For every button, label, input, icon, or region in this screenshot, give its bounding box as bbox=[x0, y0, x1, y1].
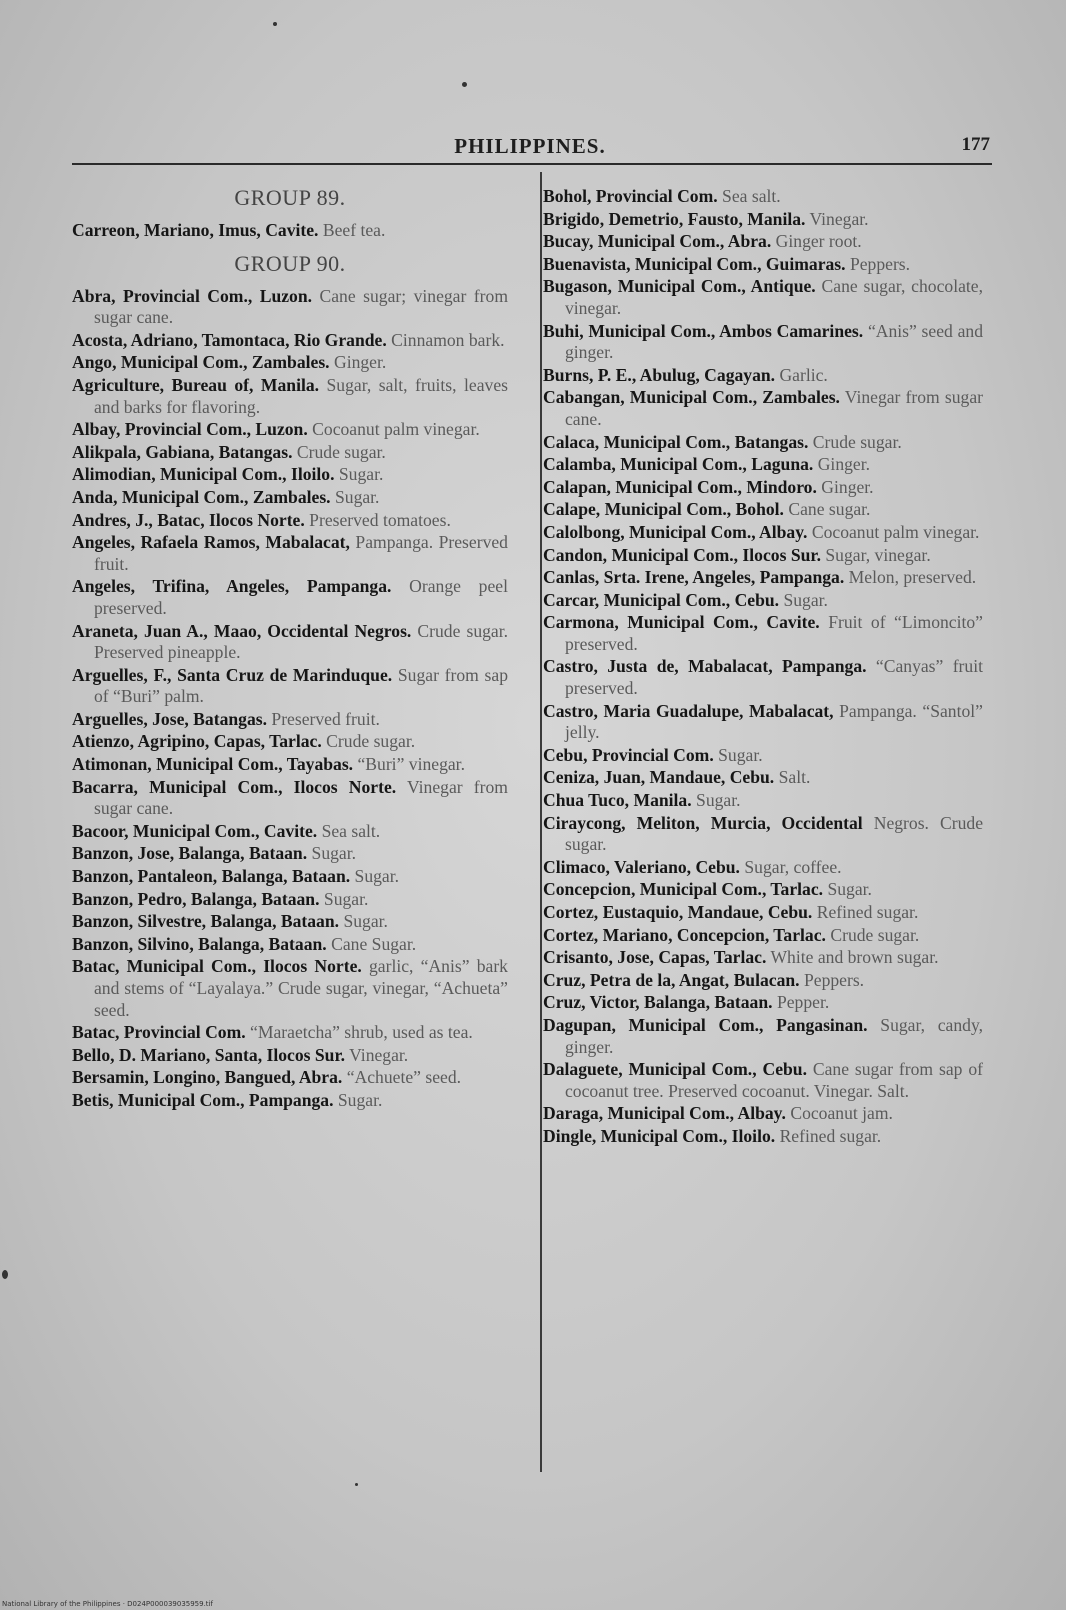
entry-description: garlic, “Anis” bark and stems of “Layalaya.” Crude sugar, vinegar, “Achueta” seed. bbox=[94, 956, 508, 1020]
entry-name: Calamba, Municipal Com., Laguna. bbox=[543, 454, 814, 475]
entry-name: Dalaguete, Municipal Com., Cebu. bbox=[543, 1059, 807, 1080]
entry-name: Alikpala, Gabiana, Batangas. bbox=[72, 441, 293, 462]
entry-description: Cinnamon bark. bbox=[391, 329, 505, 350]
list-item bbox=[543, 231, 983, 253]
list-item bbox=[543, 902, 983, 924]
list-item bbox=[72, 665, 508, 708]
list-item bbox=[72, 576, 508, 619]
entry-description: Orange peel preserved. bbox=[94, 576, 508, 618]
list-item bbox=[543, 567, 983, 589]
entry-name: Araneta, Juan A., Maao, Occidental Negros. bbox=[72, 620, 412, 641]
entry-description: Salt. bbox=[778, 767, 811, 788]
list-item bbox=[72, 1067, 508, 1089]
list-item bbox=[543, 477, 983, 499]
list-item bbox=[72, 464, 508, 486]
list-item bbox=[543, 186, 983, 208]
entry-name: Bucay, Municipal Com., Abra. bbox=[543, 231, 772, 252]
entry-name: Bersamin, Longino, Bangued, Abra. bbox=[72, 1067, 343, 1088]
entry-description: Sugar, salt, fruits, leaves and barks for flavoring. bbox=[94, 374, 508, 417]
list-item bbox=[543, 432, 983, 454]
entry-name: Carmona, Municipal Com., Cavite. bbox=[543, 612, 820, 633]
running-title: PHILIPPINES. bbox=[454, 134, 606, 158]
list-item bbox=[72, 220, 508, 242]
list-item bbox=[543, 813, 983, 856]
entry-name: Andres, J., Batac, Ilocos Norte. bbox=[72, 509, 305, 530]
entry-description: Garlic. bbox=[779, 364, 828, 385]
list-item bbox=[72, 956, 508, 1021]
entry-description: Sugar. bbox=[827, 879, 872, 900]
entry-description: Refined sugar. bbox=[816, 902, 919, 922]
entry-description: Sugar, coffee. bbox=[744, 856, 842, 877]
entry-description: “Maraetcha” shrub, used as tea. bbox=[250, 1022, 473, 1043]
entry-description: Beef tea. bbox=[322, 220, 386, 240]
entry-name: Calape, Municipal Com., Bohol. bbox=[543, 499, 784, 520]
entry-list bbox=[543, 186, 983, 1148]
entry-description: Sugar. bbox=[334, 486, 380, 507]
list-item bbox=[543, 925, 983, 947]
entry-description: Pepper. bbox=[776, 992, 830, 1013]
list-item bbox=[543, 879, 983, 901]
entry-description: White and brown sugar. bbox=[770, 947, 939, 968]
list-item bbox=[72, 352, 508, 374]
entry-name: Castro, Maria Guadalupe, Mabalacat, bbox=[543, 700, 834, 721]
entry-description: Vinegar from sugar cane. bbox=[94, 776, 508, 819]
list-item bbox=[72, 286, 508, 329]
entry-description: Sugar. bbox=[343, 911, 388, 932]
entry-description: “Achuete” seed. bbox=[346, 1067, 462, 1088]
entry-name: Atimonan, Municipal Com., Tayabas. bbox=[72, 754, 354, 775]
entry-name: Dagupan, Municipal Com., Pangasinan. bbox=[543, 1014, 868, 1035]
entry-name: Cruz, Victor, Balanga, Bataan. bbox=[543, 992, 773, 1013]
entry-description: Sugar. bbox=[337, 1089, 383, 1110]
list-item bbox=[72, 532, 508, 575]
entry-description: Ginger. bbox=[821, 476, 874, 497]
entry-name: Candon, Municipal Com., Ilocos Sur. bbox=[543, 544, 821, 565]
entry-name: Daraga, Municipal Com., Albay. bbox=[543, 1103, 786, 1124]
list-item bbox=[543, 276, 983, 319]
entry-description: Sugar. bbox=[718, 744, 763, 765]
entry-list bbox=[72, 286, 508, 1112]
list-item bbox=[543, 499, 983, 521]
list-item bbox=[543, 1059, 983, 1102]
entry-name: Angeles, Rafaela Ramos, Mabalacat, bbox=[72, 532, 350, 553]
entry-description: Crude sugar. Preserved pineapple. bbox=[94, 620, 509, 663]
entry-description: Cocoanut palm vinegar. bbox=[312, 419, 480, 440]
entry-description: Vinegar. bbox=[809, 208, 869, 229]
entry-description: Crude sugar. bbox=[326, 731, 416, 752]
entry-name: Betis, Municipal Com., Pampanga. bbox=[72, 1089, 334, 1110]
list-item bbox=[72, 911, 508, 933]
scan-speck bbox=[2, 1270, 8, 1279]
entry-name: Albay, Provincial Com., Luzon. bbox=[72, 419, 308, 440]
entry-description: Peppers. bbox=[803, 969, 865, 990]
entry-name: Cortez, Mariano, Concepcion, Tarlac. bbox=[543, 924, 826, 945]
entry-description: Negros. Crude sugar. bbox=[565, 812, 983, 855]
list-item bbox=[543, 454, 983, 476]
scan-footer-note: National Library of the Philippines · D024P000039035959.tif bbox=[2, 1600, 213, 1608]
list-item bbox=[543, 1126, 983, 1148]
entry-name: Cortez, Eustaquio, Mandaue, Cebu. bbox=[543, 902, 813, 922]
right-column bbox=[543, 186, 983, 1149]
entry-name: Batac, Provincial Com. bbox=[72, 1022, 246, 1043]
entry-description: Preserved fruit. bbox=[271, 708, 380, 729]
list-item bbox=[543, 992, 983, 1014]
list-item bbox=[543, 790, 983, 812]
list-item bbox=[543, 701, 983, 744]
entry-description: Cocoanut jam. bbox=[790, 1103, 893, 1124]
entry-description: Crude sugar. bbox=[830, 924, 920, 945]
scan-speck bbox=[273, 22, 277, 26]
entry-name: Arguelles, Jose, Batangas. bbox=[72, 708, 267, 729]
entry-description: Vinegar from sugar cane. bbox=[565, 387, 983, 429]
entry-description: Sugar, candy, ginger. bbox=[565, 1014, 984, 1057]
entry-description: Sugar. bbox=[783, 589, 828, 610]
entry-description: Sugar from sap of “Buri” palm. bbox=[94, 664, 508, 707]
list-item bbox=[543, 254, 983, 276]
list-item bbox=[543, 1103, 983, 1125]
entry-name: Angeles, Trifina, Angeles, Pampanga. bbox=[72, 576, 392, 597]
list-item bbox=[72, 1045, 508, 1067]
scan-speck bbox=[462, 82, 467, 87]
entry-description: “Buri” vinegar. bbox=[357, 754, 465, 775]
list-item bbox=[543, 321, 983, 364]
list-item bbox=[543, 387, 983, 430]
entry-name: Ceniza, Juan, Mandaue, Cebu. bbox=[543, 767, 775, 788]
entry-name: Bacarra, Municipal Com., Ilocos Norte. bbox=[72, 776, 397, 797]
entry-description: Crude sugar. bbox=[812, 431, 902, 452]
left-column bbox=[72, 186, 508, 1113]
entry-description: “Anis” seed and ginger. bbox=[565, 320, 983, 363]
entry-name: Cruz, Petra de la, Angat, Bulacan. bbox=[543, 969, 800, 990]
entry-name: Bohol, Provincial Com. bbox=[543, 186, 718, 206]
entry-description: Sugar. bbox=[354, 866, 400, 887]
list-item bbox=[543, 522, 983, 544]
entry-name: Atienzo, Agripino, Capas, Tarlac. bbox=[72, 731, 322, 752]
entry-name: Burns, P. E., Abulug, Cagayan. bbox=[543, 364, 776, 385]
entry-name: Crisanto, Jose, Capas, Tarlac. bbox=[543, 947, 767, 968]
entry-name: Castro, Justa de, Mabalacat, Pampanga. bbox=[543, 656, 867, 677]
list-item bbox=[72, 1022, 508, 1044]
entry-description: Sugar. bbox=[696, 790, 741, 811]
list-item bbox=[72, 487, 508, 509]
entry-name: Canlas, Srta. Irene, Angeles, Pampanga. bbox=[543, 567, 845, 588]
scan-speck bbox=[355, 1483, 358, 1486]
list-item bbox=[72, 777, 508, 820]
entry-name: Banzon, Silvino, Balanga, Bataan. bbox=[72, 933, 327, 954]
entry-description: Cane sugar, chocolate, vinegar. bbox=[565, 276, 983, 318]
entry-name: Banzon, Silvestre, Balanga, Bataan. bbox=[72, 911, 340, 932]
list-item bbox=[72, 1090, 508, 1112]
entry-name: Banzon, Pedro, Balanga, Bataan. bbox=[72, 888, 320, 909]
entry-description: Cane sugar; vinegar from sugar cane. bbox=[94, 285, 509, 328]
group-heading: GROUP 90. bbox=[234, 250, 346, 276]
list-item bbox=[72, 375, 508, 418]
list-item bbox=[72, 621, 508, 664]
entry-description: Fruit of “Limoncito” preserved. bbox=[565, 612, 983, 654]
entry-description: Ginger. bbox=[817, 454, 871, 475]
entry-name: Carreon, Mariano, Imus, Cavite. bbox=[72, 220, 319, 240]
entry-name: Climaco, Valeriano, Cebu. bbox=[543, 856, 740, 877]
entry-description: Vinegar. bbox=[349, 1044, 409, 1065]
entry-name: Banzon, Jose, Balanga, Bataan. bbox=[72, 843, 308, 864]
entry-name: Banzon, Pantaleon, Balanga, Bataan. bbox=[72, 866, 351, 887]
entry-name: Ango, Municipal Com., Zambales. bbox=[72, 352, 330, 373]
list-item bbox=[72, 843, 508, 865]
entry-description: Sea salt. bbox=[722, 186, 781, 206]
list-item bbox=[543, 745, 983, 767]
entry-description: Sea salt. bbox=[321, 820, 381, 841]
entry-name: Buenavista, Municipal Com., Guimaras. bbox=[543, 253, 846, 274]
entry-name: Cebu, Provincial Com. bbox=[543, 744, 714, 765]
list-item bbox=[72, 866, 508, 888]
entry-description: Sugar. bbox=[311, 843, 357, 864]
page-number: 177 bbox=[961, 134, 990, 155]
entry-name: Arguelles, F., Santa Cruz de Marinduque. bbox=[72, 664, 393, 685]
entry-name: Carcar, Municipal Com., Cebu. bbox=[543, 589, 780, 610]
list-item bbox=[72, 731, 508, 753]
entry-name: Calolbong, Municipal Com., Albay. bbox=[543, 521, 808, 542]
entry-name: Calapan, Municipal Com., Mindoro. bbox=[543, 476, 817, 497]
entry-description: Sugar. bbox=[338, 464, 384, 485]
entry-description: Preserved tomatoes. bbox=[309, 509, 451, 530]
entry-description: Crude sugar. bbox=[296, 441, 386, 462]
list-item bbox=[543, 947, 983, 969]
list-item bbox=[543, 656, 983, 699]
header-rule bbox=[72, 163, 992, 165]
list-item bbox=[543, 767, 983, 789]
list-item bbox=[543, 209, 983, 231]
entry-name: Ciraycong, Meliton, Murcia, Occidental bbox=[543, 812, 863, 833]
list-item bbox=[72, 889, 508, 911]
list-item bbox=[72, 442, 508, 464]
list-item bbox=[543, 1015, 983, 1058]
list-item bbox=[543, 857, 983, 879]
entry-description: “Canyas” fruit preserved. bbox=[565, 656, 983, 699]
list-item bbox=[72, 510, 508, 532]
entry-description: Ginger. bbox=[333, 352, 387, 373]
entry-name: Bacoor, Municipal Com., Cavite. bbox=[72, 820, 318, 841]
entry-description: Peppers. bbox=[849, 253, 911, 274]
entry-name: Cabangan, Municipal Com., Zambales. bbox=[543, 387, 840, 408]
list-item bbox=[72, 419, 508, 441]
list-item bbox=[543, 970, 983, 992]
entry-name: Acosta, Adriano, Tamontaca, Rio Grande. bbox=[72, 329, 387, 350]
entry-name: Chua Tuco, Manila. bbox=[543, 790, 692, 811]
group-heading: GROUP 89. bbox=[234, 185, 346, 210]
entry-description: Cane Sugar. bbox=[331, 933, 417, 954]
list-item bbox=[72, 821, 508, 843]
entry-name: Dingle, Municipal Com., Iloilo. bbox=[543, 1125, 776, 1146]
entry-description: Ginger root. bbox=[775, 231, 862, 252]
list-item bbox=[72, 754, 508, 776]
entry-name: Calaca, Municipal Com., Batangas. bbox=[543, 431, 809, 452]
entry-description: Melon, preserved. bbox=[848, 567, 977, 588]
list-item bbox=[543, 612, 983, 655]
page-header bbox=[70, 134, 990, 164]
list-item bbox=[72, 330, 508, 352]
column-divider bbox=[540, 172, 542, 1472]
list-item bbox=[72, 709, 508, 731]
entry-name: Batac, Municipal Com., Ilocos Norte. bbox=[72, 956, 362, 977]
entry-description: Sugar. bbox=[323, 888, 369, 909]
entry-description: Pampanga. Preserved fruit. bbox=[94, 532, 508, 574]
entry-description: Cane sugar. bbox=[788, 499, 871, 520]
entry-name: Alimodian, Municipal Com., Iloilo. bbox=[72, 464, 335, 485]
entry-name: Concepcion, Municipal Com., Tarlac. bbox=[543, 879, 824, 900]
list-item bbox=[543, 545, 983, 567]
entry-name: Abra, Provincial Com., Luzon. bbox=[72, 285, 313, 306]
entry-name: Bugason, Municipal Com., Antique. bbox=[543, 276, 816, 297]
list-item bbox=[72, 934, 508, 956]
list-item bbox=[543, 590, 983, 612]
list-item bbox=[543, 365, 983, 387]
entry-description: Sugar, vinegar. bbox=[825, 544, 931, 565]
entry-description: Cane sugar from sap of cocoanut tree. Preserved cocoanut. Vinegar. Salt. bbox=[565, 1059, 983, 1101]
entry-name: Brigido, Demetrio, Fausto, Manila. bbox=[543, 208, 806, 229]
entry-description: Cocoanut palm vinegar. bbox=[811, 521, 980, 542]
entry-list bbox=[72, 220, 508, 242]
entry-description: Pampanga. “Santol” jelly. bbox=[565, 700, 983, 743]
entry-name: Buhi, Municipal Com., Ambos Camarines. bbox=[543, 320, 864, 341]
entry-description: Refined sugar. bbox=[779, 1125, 882, 1146]
entry-name: Bello, D. Mariano, Santa, Ilocos Sur. bbox=[72, 1044, 346, 1065]
entry-name: Agriculture, Bureau of, Manila. bbox=[72, 374, 320, 395]
entry-name: Anda, Municipal Com., Zambales. bbox=[72, 486, 331, 507]
